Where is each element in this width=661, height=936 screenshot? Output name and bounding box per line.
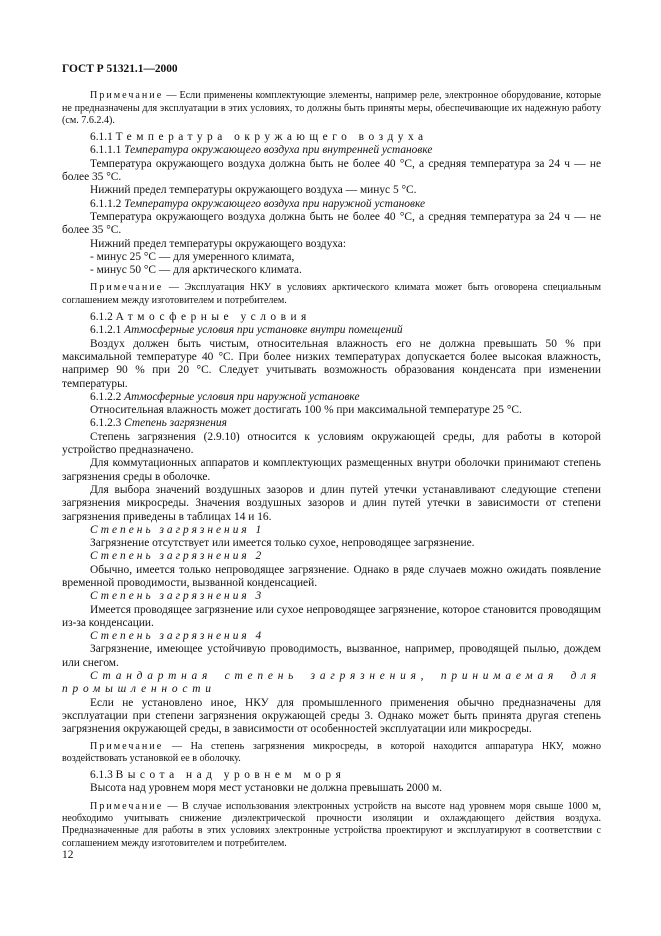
section-title: Атмосферные условия при установке внутри помещений [124,324,403,337]
heading-6-1-3 [62,769,601,782]
note-label: Примечание [90,740,164,752]
temperature-list [62,251,601,278]
note-text: — На степень загрязнения микросреды, в которой находится аппаратура НКУ, можно воздействовать установкой ее в оболочку. [62,740,601,764]
paragraph: Высота над уровнем моря мест установки не должна превышать 2000 м. [90,782,443,795]
note-text: — Если применены комплектующие элементы, например реле, электронное оборудование, которые не предназначены для эксплуатации в этих условиях, то должны быть приняты меры, обеспечивающие их надежную работу (см. 7.6.2.4). [62,90,601,126]
section-number: 6.1.1 [90,131,116,144]
pollution-degree-4-heading: Степень загрязнения 4 [90,630,265,643]
pollution-degree-1-heading: Степень загрязнения 1 [90,523,265,536]
heading-6-1-2 [62,311,601,324]
section-number: 6.1.2.2 [90,390,125,403]
note-4 [62,801,601,850]
heading-6-1-1 [62,131,601,144]
paragraph: Степень загрязнения (2.9.10) относится к условиям окружающей среды, для работы в которой устройство предназначено. [62,430,601,457]
section-title: Атмосферные условия при наружной установке [124,390,360,403]
standard-pollution-heading: Стандартная степень загрязнения, принимаемая для промышленности [62,670,601,696]
section-number: 6.1.2.3 [90,417,125,430]
page-number: 12 [62,849,74,861]
pollution-degree-3-heading: Степень загрязнения 3 [90,590,265,603]
section-title: Высота над уровнем моря [115,769,346,782]
heading-6-1-2-3 [62,417,601,430]
paragraph: Температура окружающего воздуха должна быть не более 40 °С, а средняя температура за 24 ч — не более 35 °С. [62,157,601,184]
paragraph: Имеется проводящее загрязнение или сухое непроводящее загрязнение, которое становится проводящим из-за конденсации. [62,603,601,629]
paragraph: Загрязнение, имеющее устойчивую проводимость, вызванное, например, проводящей пылью, дождем или снегом. [62,643,601,669]
note-label: Примечание [90,800,164,812]
paragraph: Для выбора значений воздушных зазоров и длин путей утечки устанавливают следующие степени загрязнения микросреды. Значения воздушных зазоров и длин путей утечки в зависимости от степени загрязнения приведены в таблицах 14 и 16. [62,483,601,523]
note-label: Примечание [90,282,164,294]
note-text: — Эксплуатация НКУ в условиях арктического климата может быть оговорена специальным соглашением между изготовителем и потребителем. [62,282,601,306]
note-1 [62,90,601,127]
paragraph: Воздух должен быть чистым, относительная влажность его не должна превышать 50 % при максимальной температуре 40 °С. При более низких температурах допускается более высокая влажность, например 90 % при 20 °С. Следует учитывать возможность образования конденсата при изменении температуры. [62,337,601,390]
paragraph: Относительная влажность может достигать 100 % при максимальной температуре 25 °С. [90,404,522,417]
note-label: Примечание [90,90,164,102]
heading-6-1-2-2 [62,391,601,404]
paragraph: Для коммутационных аппаратов и комплектующих размещенных внутри оболочки принимают степень загрязнения среды в оболочке. [62,457,601,483]
section-title: Атмосферные условия [115,311,311,324]
section-number: 6.1.2.1 [90,324,125,337]
note-text: — В случае использования электронных устройств на высоте над уровнем моря свыше 1000 м, необходимо учитывать снижение диэлектрической прочности изоляции и охлаждающего действия воздуха. Предназначенные для работы в этих условиях электронные устройства проектируют и эксплуатируют в соответствии с соглашением между изготовителем и потребителем. [62,800,601,849]
heading-6-1-1-1 [62,144,601,157]
section-number: 6.1.3 [90,769,116,782]
paragraph: Загрязнение отсутствует или имеется только сухое, непроводящее загрязнение. [90,537,475,550]
note-2 [62,282,601,307]
section-number: 6.1.1.2 [90,197,125,210]
section-number: 6.1.1.1 [90,144,125,157]
list-item: - минус 25 °С — для умеренного климата, [90,250,295,263]
heading-6-1-1-2 [62,198,601,211]
section-number: 6.1.2 [90,311,116,324]
heading-6-1-2-1 [62,324,601,337]
list-item: - минус 50 °С — для арктического климата. [90,264,302,277]
paragraph: Температура окружающего воздуха должна быть не более 40 °С, а средняя температура за 24 ч — не более 35 °С. [62,210,601,237]
note-3 [62,741,601,766]
paragraph: Нижний предел температуры окружающего воздуха: [90,237,347,250]
paragraph: Если не установлено иное, НКУ для промышленного применения обычно предназначены для эксплуатации при степени загрязнения окружающей среды 3. Однако может быть принята другая степень загрязнения окружающей среды, в зависимости от особенностей эксплуатации или микросреды. [62,696,601,736]
section-title: Температура окружающего воздуха при наружной установке [124,197,426,210]
paragraph: Обычно, имеется только непроводящее загрязнение. Однако в ряде случаев можно ожидать появление временной проводимости, вызванной конденсацией. [62,563,601,589]
section-title: Температура окружающего воздуха [115,131,428,144]
document-header: ГОСТ Р 51321.1—2000 [62,63,178,75]
section-title: Степень загрязнения [124,417,227,430]
paragraph: Нижний предел температуры окружающего воздуха — минус 5 °С. [90,184,417,197]
section-title: Температура окружающего воздуха при внутренней установке [124,144,433,157]
pollution-degree-2-heading: Степень загрязнения 2 [90,550,265,563]
